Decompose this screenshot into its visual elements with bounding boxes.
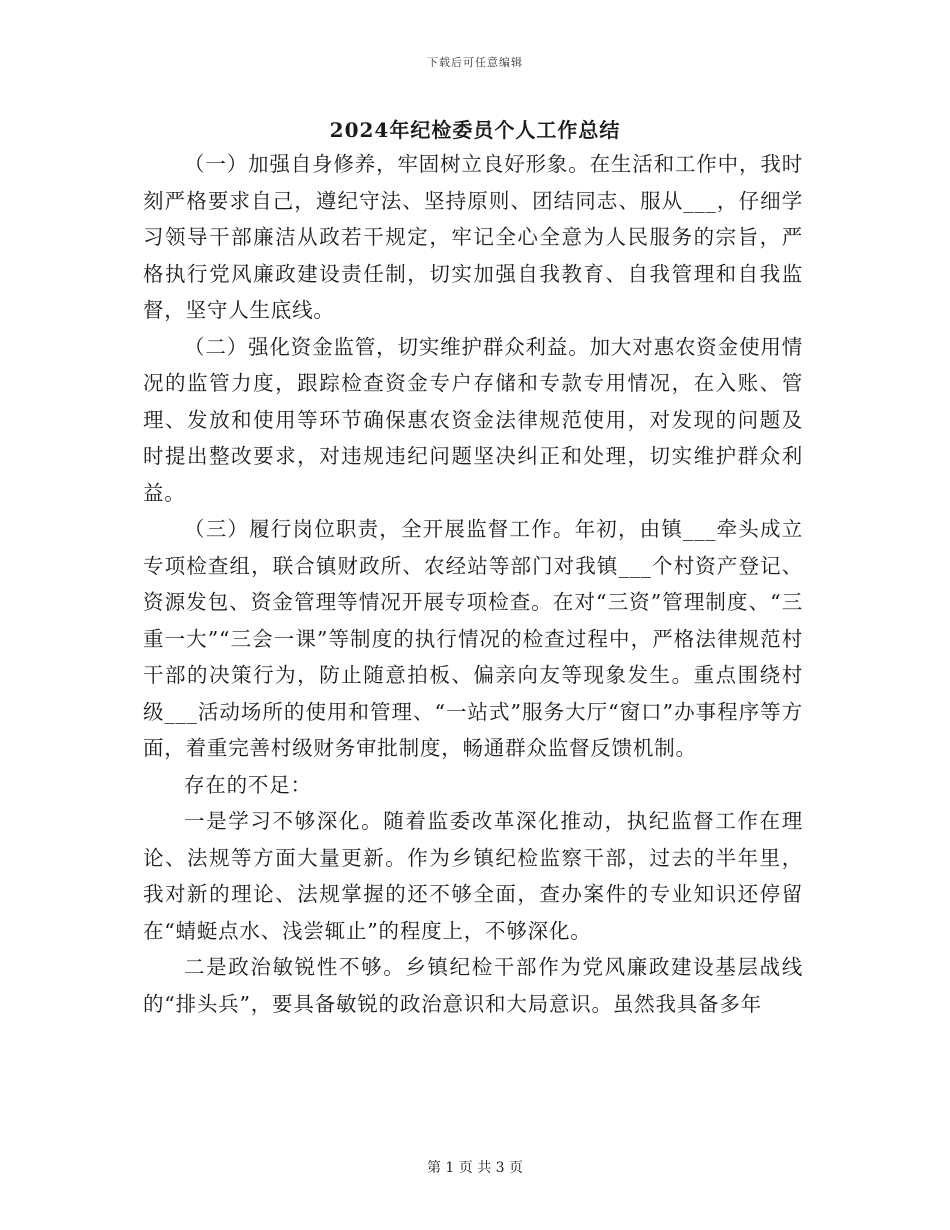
paragraph-6: 二是政治敏锐性不够。乡镇纪检干部作为党风廉政建设基层战线的“排头兵”，要具备敏锐的政治意识和大局意识。虽然我具备多年 <box>143 955 803 1016</box>
paragraph-1: （一）加强自身修养，牢固树立良好形象。在生活和工作中，我时刻严格要求自己，遵纪守法、坚持原则、团结同志、服从___，仔细学习领导干部廉洁从政若干规定，牢记全心全意为人民服务的宗旨，严格执行党风廉政建设责任制，切实加强自我教育、自我管理和自我监督，坚守人生底线。 <box>143 152 803 322</box>
paragraph-5: 一是学习不够深化。随着监委改革深化推动，执纪监督工作在理论、法规等方面大量更新。作为乡镇纪检监察干部，过去的半年里，我对新的理论、法规掌握的还不够全面，查办案件的专业知识还停留在“蜻蜓点水、浅尝辄止”的程度上，不够深化。 <box>143 809 803 943</box>
paragraph-2: （二）强化资金监管，切实维护群众利益。加大对惠农资金使用情况的监管力度，跟踪检查资金专户存储和专款专用情况，在入账、管理、发放和使用等环节确保惠农资金法律规范使用，对发现的问题及时提出整改要求，对违规违纪问题坚决纠正和处理，切实维护群众利益。 <box>143 334 803 505</box>
document-title: 2024年纪检委员个人工作总结 <box>329 118 621 142</box>
page-number: 第 1 页 共 3 页 <box>426 1160 524 1176</box>
paragraph-3: （三）履行岗位职责，全开展监督工作。年初，由镇___牵头成立专项检查组，联合镇财政所、农经站等部门对我镇___个村资产登记、资源发包、资金管理等情况开展专项检查。在对“三资”管理制度、“三重一大”“三会一课”等制度的执行情况的检查过程中，严格法律规范村干部的决策行为，防止随意拍板、偏亲向友等现象发生。重点围绕村级___活动场所的使用和管理、“一站式”服务大厅“窗口”办事程序等方面，着重完善村级财务审批制度，畅通群众监督反馈机制。 <box>143 517 803 760</box>
page-header-note: 下载后可任意编辑 <box>427 56 523 69</box>
paragraph-4: 存在的不足： <box>184 772 312 797</box>
document-body <box>143 146 803 1022</box>
